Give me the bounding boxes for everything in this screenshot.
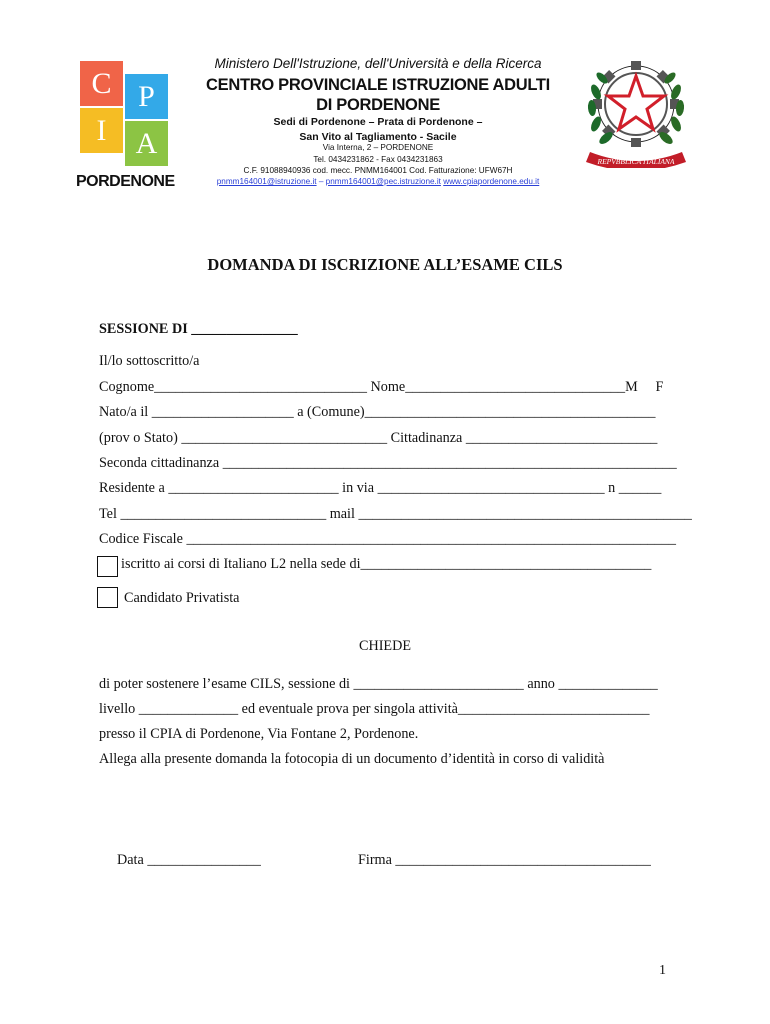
email-separator: – xyxy=(316,177,326,186)
phone-mail-field[interactable]: Tel _____________________________ mail _______________________________________________ xyxy=(99,506,692,522)
surname-name-field[interactable]: Cognome______________________________ Nome_______________________________M F xyxy=(99,379,664,395)
second-citizenship-field[interactable]: Seconda cittadinanza ________________________________________________________________ xyxy=(99,455,677,471)
locations xyxy=(190,115,566,145)
address: Via Interna, 2 – PORDENONE xyxy=(322,143,434,152)
ministry-line: Ministero Dell'Istruzione, dell'Università e della Ricerca xyxy=(214,56,542,71)
locations-line1: Sedi di Pordenone – Prata di Pordenone – xyxy=(273,116,483,128)
session-field[interactable]: SESSIONE DI _______________ xyxy=(99,321,298,337)
school-name xyxy=(190,75,566,115)
logo-tile-c: C xyxy=(80,61,123,106)
pec-link[interactable]: pnmm164001@pec.istruzione.it xyxy=(325,177,441,186)
logo-label: PORDENONE xyxy=(76,173,175,190)
enrolled-label: iscritto ai corsi di Italiano L2 nella sede di_________________________________________ xyxy=(121,556,652,572)
logo-tile-i: I xyxy=(80,108,123,153)
page-number: 1 xyxy=(659,963,666,978)
ribbon-text: REPVBBLICA ITALIANA xyxy=(597,157,675,166)
private-candidate-checkbox[interactable] xyxy=(97,587,118,608)
school-name-line2: DI PORDENONE xyxy=(316,96,440,114)
location-statement: presso il CPIA di Pordenone, Via Fontane 2, Pordenone. xyxy=(99,726,419,742)
tax-code-field[interactable]: Codice Fiscale _____________________________________________________________________ xyxy=(99,531,676,547)
birth-field[interactable]: Nato/a il ____________________ a (Comune)_________________________________________ xyxy=(99,404,656,420)
website-link[interactable]: www.cpiapordenone.edu.it xyxy=(443,177,540,186)
italian-republic-emblem xyxy=(582,52,690,168)
school-name-line1: CENTRO PROVINCIALE ISTRUZIONE ADULTI xyxy=(206,76,550,94)
residence-field[interactable]: Residente a ________________________ in via ________________________________ n ______ xyxy=(99,480,662,496)
contact-block xyxy=(190,142,566,177)
requests-heading: CHIEDE xyxy=(358,638,411,654)
province-citizenship-field[interactable]: (prov o Stato) _____________________________ Cittadinanza ___________________________ xyxy=(99,430,658,446)
logo-tile-p: P xyxy=(125,74,168,119)
form-title: DOMANDA DI ISCRIZIONE ALL’ESAME CILS xyxy=(207,255,563,274)
fiscal-codes: C.F. 91088940936 cod. mecc. PNMM164001 Cod. Fatturazione: UFW67H xyxy=(243,166,513,175)
date-field[interactable]: Data ________________ xyxy=(117,852,261,868)
links-line xyxy=(190,176,566,188)
level-field[interactable]: livello ______________ ed eventuale prova per singola attività___________________________ xyxy=(99,701,650,717)
logo-tile-a: A xyxy=(125,121,168,166)
email-link[interactable]: pnmm164001@istruzione.it xyxy=(216,177,317,186)
signature-field[interactable]: Firma ____________________________________ xyxy=(358,852,651,868)
private-candidate-label: Candidato Privatista xyxy=(124,590,240,606)
enrolled-checkbox[interactable] xyxy=(97,556,118,577)
phone: Tel. 0434231862 - Fax 0434231863 xyxy=(313,154,443,164)
attachment-statement: Allega alla presente domanda la fotocopia di un documento d’identità in corso di validità xyxy=(99,751,605,767)
locations-line2: San Vito al Tagliamento - Sacile xyxy=(299,131,457,143)
exam-session-field[interactable]: di poter sostenere l’esame CILS, sessione di ________________________ anno ______________ xyxy=(99,676,658,692)
undersigned-label: Il/lo sottoscritto/a xyxy=(99,353,200,369)
